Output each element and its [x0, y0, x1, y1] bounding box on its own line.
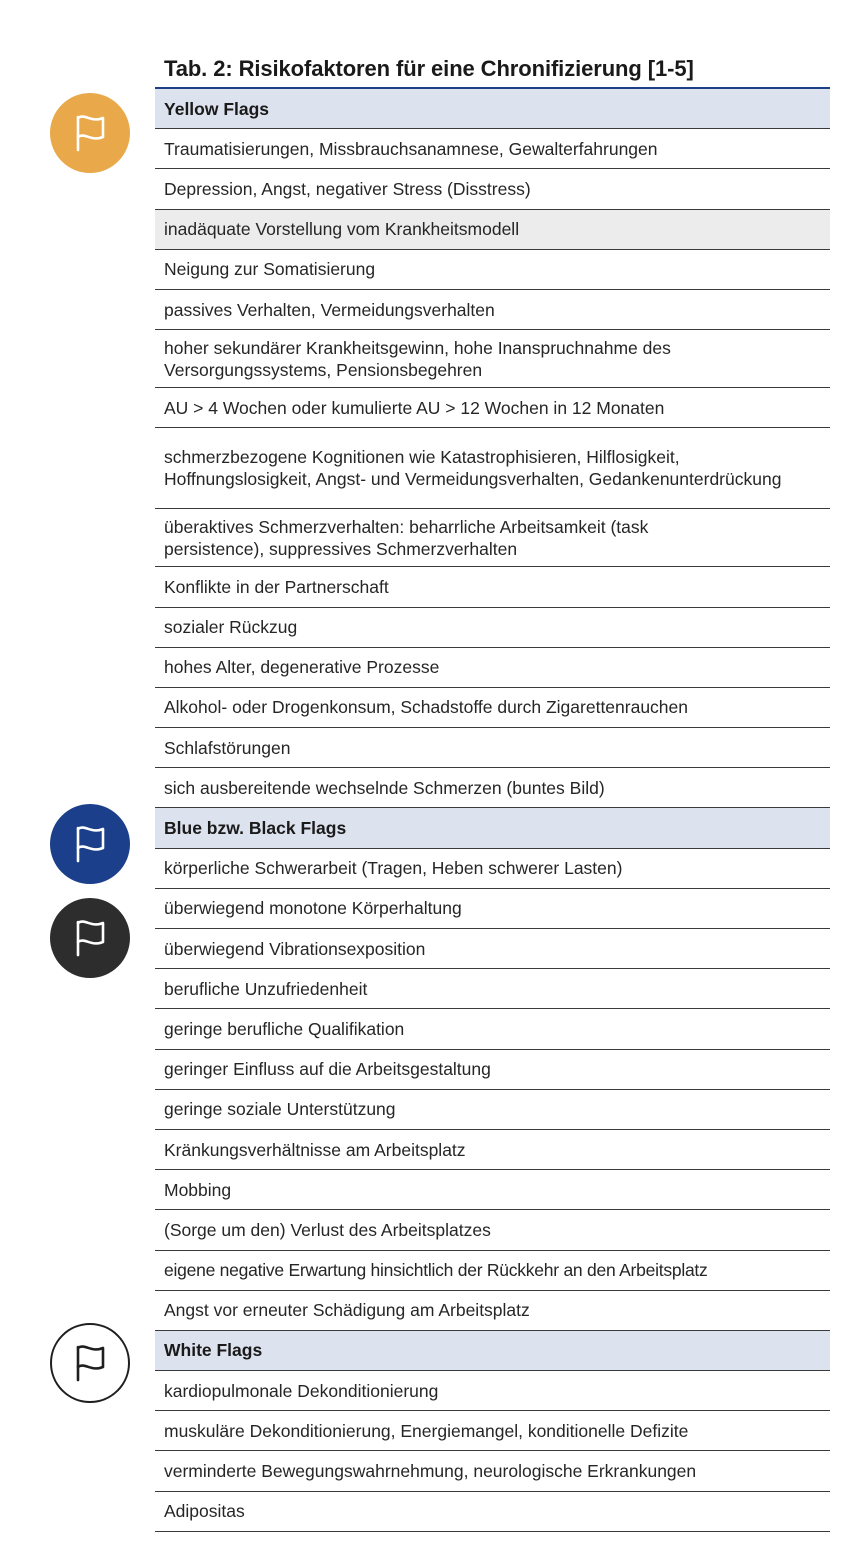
table-row: körperliche Schwerarbeit (Tragen, Heben schwerer Lasten)	[155, 849, 830, 889]
white-flag-icon	[50, 1323, 130, 1403]
table-row: hohes Alter, degenerative Prozesse	[155, 648, 830, 688]
table-row: sozialer Rückzug	[155, 608, 830, 648]
table-row: Angst vor erneuter Schädigung am Arbeitsplatz	[155, 1291, 830, 1331]
table-row: Mobbing	[155, 1170, 830, 1210]
table-row: geringer Einfluss auf die Arbeitsgestaltung	[155, 1050, 830, 1090]
table-row: verminderte Bewegungswahrnehmung, neurologische Erkrankungen	[155, 1451, 830, 1491]
table-row: Konflikte in der Partnerschaft	[155, 567, 830, 607]
table-row: überwiegend Vibrationsexposition	[155, 929, 830, 969]
table-row: geringe soziale Unterstützung	[155, 1090, 830, 1130]
table-row: Depression, Angst, negativer Stress (Disstress)	[155, 169, 830, 209]
table-row: Alkohol- oder Drogenkonsum, Schadstoffe durch Zigarettenrauchen	[155, 688, 830, 728]
table-row: AU > 4 Wochen oder kumulierte AU > 12 Wochen in 12 Monaten	[155, 388, 830, 428]
table-row: (Sorge um den) Verlust des Arbeitsplatzes	[155, 1210, 830, 1250]
table-title: Tab. 2: Risikofaktoren für eine Chronifizierung [1-5]	[164, 56, 694, 81]
table-row: schmerzbezogene Kognitionen wie Katastrophisieren, Hilflosigkeit, Hoffnungslosigkeit, Angst- und Vermeidungsverhalten, Gedankenunterdrückung	[155, 428, 830, 509]
table-row: Kränkungsverhältnisse am Arbeitsplatz	[155, 1130, 830, 1170]
table-row: Schlafstörungen	[155, 728, 830, 768]
table-row: überwiegend monotone Körperhaltung	[155, 889, 830, 929]
table-row: passives Verhalten, Vermeidungsverhalten	[155, 290, 830, 330]
yellow-flag-icon	[50, 93, 130, 173]
table-row: überaktives Schmerzverhalten: beharrliche Arbeitsamkeit (task persistence), suppressives Schmerzverhalten	[155, 509, 830, 567]
section-header-yellow-flags: Yellow Flags	[155, 89, 830, 129]
table-row: Traumatisierungen, Missbrauchsanamnese, Gewalterfahrungen	[155, 129, 830, 169]
table-row: muskuläre Dekonditionierung, Energiemangel, konditionelle Defizite	[155, 1411, 830, 1451]
section-header-blue-black-flags: Blue bzw. Black Flags	[155, 808, 830, 848]
table-row: inadäquate Vorstellung vom Krankheitsmodell	[155, 210, 830, 250]
table-row: Neigung zur Somatisierung	[155, 250, 830, 290]
table-row: hoher sekundärer Krankheitsgewinn, hohe Inanspruchnahme des Versorgungssystems, Pensionsbegehren	[155, 330, 830, 388]
risk-factors-table	[155, 87, 830, 1532]
table-row: Adipositas	[155, 1492, 830, 1532]
table-row: berufliche Unzufriedenheit	[155, 969, 830, 1009]
blue-flag-icon	[50, 804, 130, 884]
section-header-white-flags: White Flags	[155, 1331, 830, 1371]
table-row: geringe berufliche Qualifikation	[155, 1009, 830, 1049]
table-row: sich ausbereitende wechselnde Schmerzen (buntes Bild)	[155, 768, 830, 808]
table-row: kardiopulmonale Dekonditionierung	[155, 1371, 830, 1411]
black-flag-icon	[50, 898, 130, 978]
table-row: eigene negative Erwartung hinsichtlich der Rückkehr an den Arbeitsplatz	[155, 1251, 830, 1291]
